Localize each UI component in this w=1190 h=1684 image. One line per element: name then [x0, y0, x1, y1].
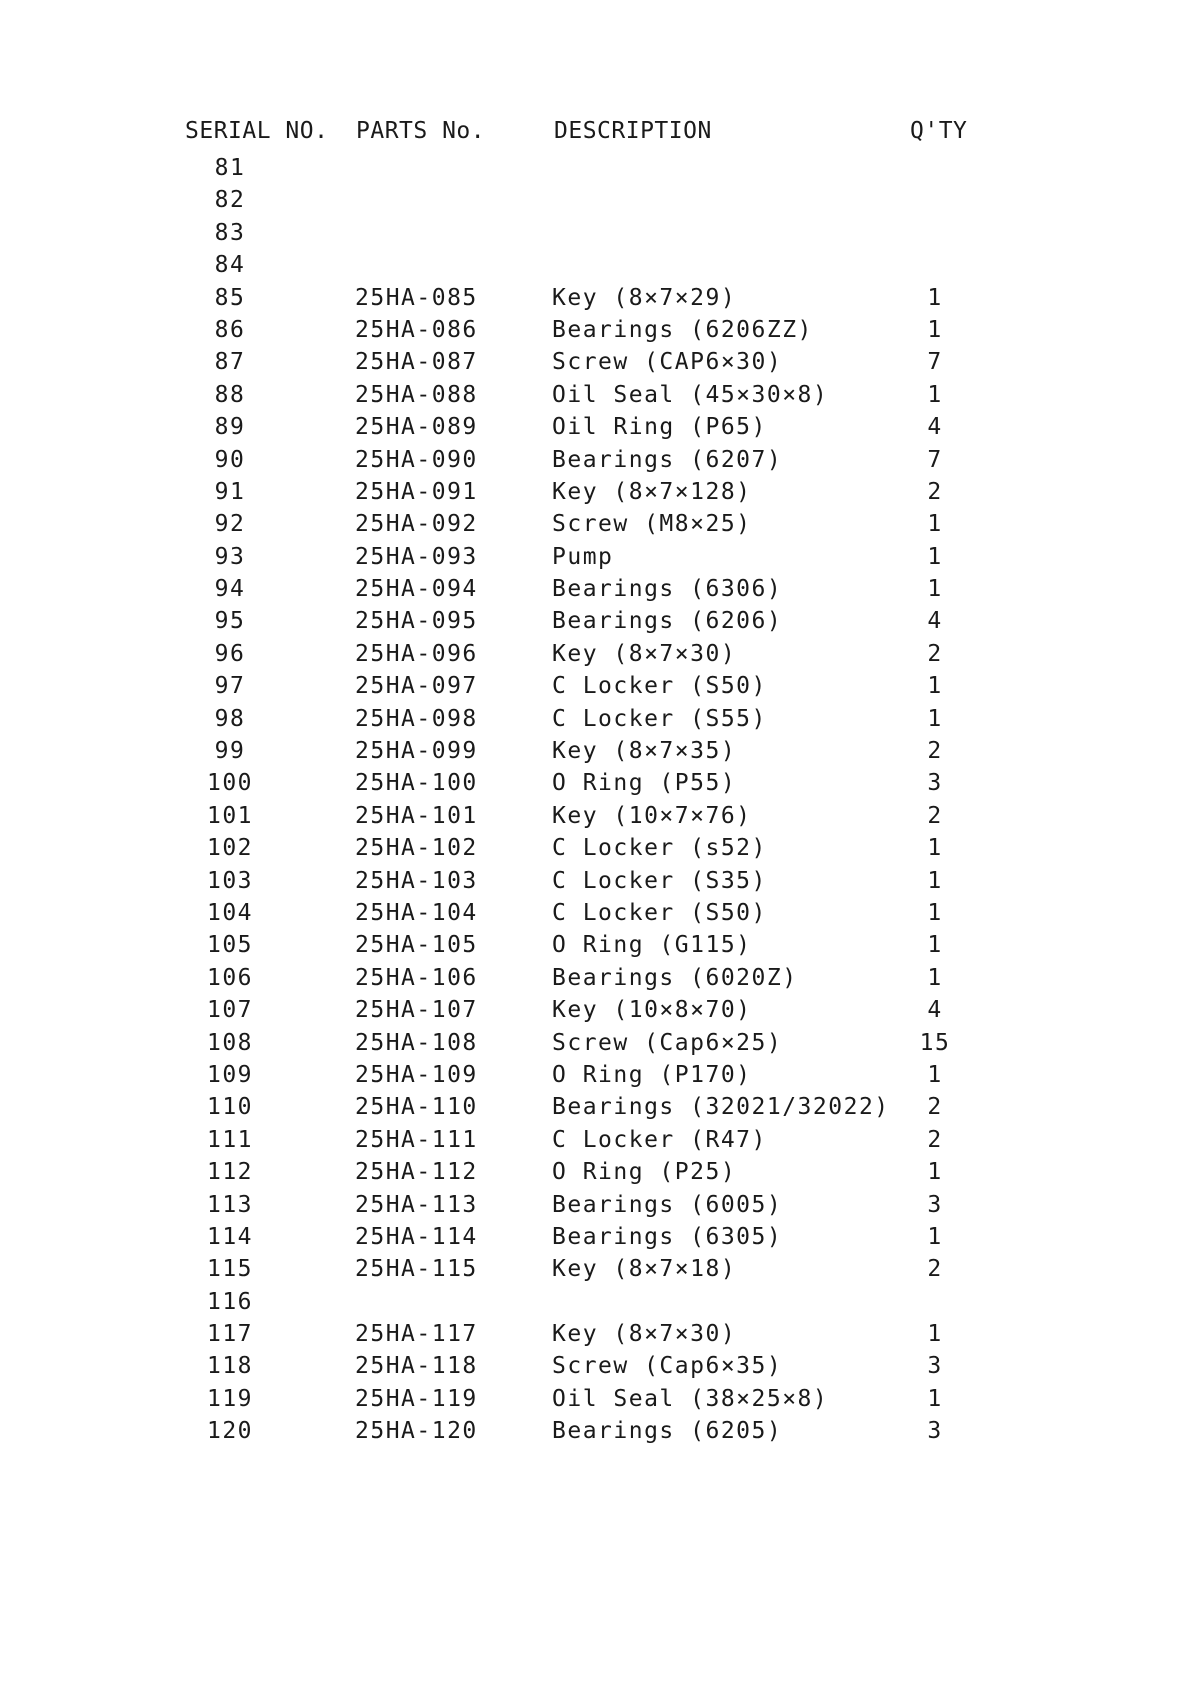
description-cell: O Ring (P55) — [552, 770, 737, 797]
qty-cell: 2 — [927, 738, 943, 765]
qty-cell: 1 — [927, 835, 943, 862]
qty-cell: 3 — [927, 1418, 943, 1445]
serial-cell: 110 — [206, 1094, 254, 1121]
parts-no-cell: 25HA-096 — [355, 640, 478, 667]
qty-cell: 2 — [927, 640, 943, 667]
parts-no-cell: 25HA-086 — [355, 316, 478, 343]
qty-cell: 4 — [927, 414, 943, 441]
description-cell: Bearings (6020Z) — [552, 964, 798, 991]
table-row — [0, 1416, 1190, 1448]
table-row — [0, 509, 1190, 541]
header-serial-no: SERIAL NO. — [185, 118, 329, 144]
description-cell: Screw (CAP6×30) — [552, 349, 783, 376]
serial-cell: 83 — [214, 219, 246, 246]
serial-cell: 94 — [214, 576, 246, 603]
table-row — [0, 1254, 1190, 1286]
table-row — [0, 542, 1190, 574]
qty-cell: 1 — [927, 1223, 943, 1250]
description-cell: Key (8×7×30) — [552, 1321, 737, 1348]
description-cell: Bearings (6206ZZ) — [552, 316, 813, 343]
parts-no-cell: 25HA-103 — [355, 867, 478, 894]
parts-no-cell: 25HA-106 — [355, 964, 478, 991]
header-qty: Q'TY — [910, 118, 968, 144]
table-row — [0, 963, 1190, 995]
qty-cell: 1 — [927, 576, 943, 603]
description-cell: Screw (M8×25) — [552, 511, 752, 538]
description-cell: Key (8×7×18) — [552, 1256, 737, 1283]
qty-cell: 1 — [927, 1159, 943, 1186]
qty-cell: 15 — [919, 1029, 951, 1056]
qty-cell: 7 — [927, 349, 943, 376]
description-cell: Key (8×7×128) — [552, 478, 752, 505]
serial-cell: 101 — [206, 802, 254, 829]
serial-cell: 115 — [206, 1256, 254, 1283]
serial-cell: 90 — [214, 446, 246, 473]
description-cell: C Locker (S50) — [552, 673, 767, 700]
description-cell: Oil Seal (45×30×8) — [552, 381, 829, 408]
parts-no-cell: 25HA-101 — [355, 802, 478, 829]
serial-cell: 87 — [214, 349, 246, 376]
table-row — [0, 477, 1190, 509]
serial-cell: 91 — [214, 478, 246, 505]
qty-cell: 3 — [927, 1191, 943, 1218]
serial-cell: 88 — [214, 381, 246, 408]
description-cell: C Locker (R47) — [552, 1126, 767, 1153]
description-cell: C Locker (S55) — [552, 705, 767, 732]
qty-cell: 2 — [927, 1256, 943, 1283]
description-cell: Bearings (6306) — [552, 576, 783, 603]
description-cell: Pump — [552, 543, 614, 570]
parts-no-cell: 25HA-094 — [355, 576, 478, 603]
description-cell: Bearings (6305) — [552, 1223, 783, 1250]
table-row — [0, 736, 1190, 768]
serial-cell: 89 — [214, 414, 246, 441]
description-cell: O Ring (G115) — [552, 932, 752, 959]
qty-cell: 3 — [927, 770, 943, 797]
serial-cell: 117 — [206, 1321, 254, 1348]
description-cell: Bearings (6207) — [552, 446, 783, 473]
parts-no-cell: 25HA-120 — [355, 1418, 478, 1445]
table-row — [0, 801, 1190, 833]
serial-cell: 86 — [214, 316, 246, 343]
parts-no-cell: 25HA-107 — [355, 997, 478, 1024]
table-row — [0, 671, 1190, 703]
table-row — [0, 1125, 1190, 1157]
serial-cell: 112 — [206, 1159, 254, 1186]
qty-cell: 1 — [927, 1385, 943, 1412]
parts-no-cell: 25HA-113 — [355, 1191, 478, 1218]
table-row — [0, 185, 1190, 217]
serial-cell: 93 — [214, 543, 246, 570]
serial-cell: 107 — [206, 997, 254, 1024]
serial-cell: 108 — [206, 1029, 254, 1056]
table-row — [0, 250, 1190, 282]
description-cell: Key (10×8×70) — [552, 997, 752, 1024]
description-cell: Key (8×7×29) — [552, 284, 737, 311]
qty-cell: 1 — [927, 705, 943, 732]
serial-cell: 100 — [206, 770, 254, 797]
description-cell: Oil Ring (P65) — [552, 414, 767, 441]
qty-cell: 2 — [927, 802, 943, 829]
serial-cell: 111 — [206, 1126, 254, 1153]
serial-cell: 95 — [214, 608, 246, 635]
table-row — [0, 1092, 1190, 1124]
table-row — [0, 283, 1190, 315]
table-row — [0, 606, 1190, 638]
table-row — [0, 1319, 1190, 1351]
parts-no-cell: 25HA-088 — [355, 381, 478, 408]
qty-cell: 1 — [927, 381, 943, 408]
table-row — [0, 445, 1190, 477]
description-cell: Screw (Cap6×35) — [552, 1353, 783, 1380]
table-row — [0, 380, 1190, 412]
serial-cell: 103 — [206, 867, 254, 894]
description-cell: Oil Seal (38×25×8) — [552, 1385, 829, 1412]
parts-no-cell: 25HA-117 — [355, 1321, 478, 1348]
serial-cell: 104 — [206, 899, 254, 926]
table-row — [0, 347, 1190, 379]
serial-cell: 106 — [206, 964, 254, 991]
description-cell: C Locker (S35) — [552, 867, 767, 894]
parts-no-cell: 25HA-118 — [355, 1353, 478, 1380]
serial-cell: 84 — [214, 252, 246, 279]
qty-cell: 4 — [927, 608, 943, 635]
table-row — [0, 866, 1190, 898]
serial-cell: 98 — [214, 705, 246, 732]
table-row — [0, 1060, 1190, 1092]
parts-no-cell: 25HA-112 — [355, 1159, 478, 1186]
parts-no-cell: 25HA-105 — [355, 932, 478, 959]
parts-no-cell: 25HA-089 — [355, 414, 478, 441]
serial-cell: 92 — [214, 511, 246, 538]
qty-cell: 1 — [927, 543, 943, 570]
header-parts-no: PARTS No. — [356, 118, 486, 144]
parts-no-cell: 25HA-109 — [355, 1061, 478, 1088]
description-cell: C Locker (s52) — [552, 835, 767, 862]
qty-cell: 1 — [927, 899, 943, 926]
parts-no-cell: 25HA-111 — [355, 1126, 478, 1153]
parts-no-cell: 25HA-085 — [355, 284, 478, 311]
parts-no-cell: 25HA-087 — [355, 349, 478, 376]
parts-no-cell: 25HA-114 — [355, 1223, 478, 1250]
parts-no-cell: 25HA-092 — [355, 511, 478, 538]
table-header — [0, 118, 1190, 150]
parts-no-cell: 25HA-110 — [355, 1094, 478, 1121]
parts-no-cell: 25HA-095 — [355, 608, 478, 635]
qty-cell: 1 — [927, 673, 943, 700]
table-row — [0, 412, 1190, 444]
parts-no-cell: 25HA-098 — [355, 705, 478, 732]
serial-cell: 118 — [206, 1353, 254, 1380]
description-cell: Bearings (6206) — [552, 608, 783, 635]
description-cell: Key (10×7×76) — [552, 802, 752, 829]
qty-cell: 1 — [927, 867, 943, 894]
qty-cell: 1 — [927, 1061, 943, 1088]
serial-cell: 82 — [214, 187, 246, 214]
table-row — [0, 1287, 1190, 1319]
qty-cell: 1 — [927, 316, 943, 343]
parts-no-cell: 25HA-104 — [355, 899, 478, 926]
serial-cell: 119 — [206, 1385, 254, 1412]
serial-cell: 105 — [206, 932, 254, 959]
qty-cell: 1 — [927, 1321, 943, 1348]
parts-no-cell: 25HA-102 — [355, 835, 478, 862]
qty-cell: 1 — [927, 932, 943, 959]
qty-cell: 1 — [927, 511, 943, 538]
qty-cell: 3 — [927, 1353, 943, 1380]
table-row — [0, 218, 1190, 250]
serial-cell: 113 — [206, 1191, 254, 1218]
header-description: DESCRIPTION — [554, 118, 712, 144]
parts-no-cell: 25HA-108 — [355, 1029, 478, 1056]
qty-cell: 2 — [927, 478, 943, 505]
table-row — [0, 995, 1190, 1027]
qty-cell: 2 — [927, 1126, 943, 1153]
qty-cell: 4 — [927, 997, 943, 1024]
table-row — [0, 1190, 1190, 1222]
serial-cell: 96 — [214, 640, 246, 667]
table-row — [0, 1351, 1190, 1383]
table-row — [0, 768, 1190, 800]
description-cell: O Ring (P170) — [552, 1061, 752, 1088]
parts-no-cell: 25HA-090 — [355, 446, 478, 473]
table-row — [0, 315, 1190, 347]
table-row — [0, 639, 1190, 671]
table-row — [0, 898, 1190, 930]
description-cell: O Ring (P25) — [552, 1159, 737, 1186]
serial-cell: 81 — [214, 155, 246, 181]
table-row — [0, 1222, 1190, 1254]
table-row — [0, 1157, 1190, 1189]
description-cell: Bearings (6205) — [552, 1418, 783, 1445]
parts-no-cell: 25HA-093 — [355, 543, 478, 570]
serial-cell: 116 — [206, 1288, 254, 1315]
parts-no-cell: 25HA-100 — [355, 770, 478, 797]
parts-no-cell: 25HA-097 — [355, 673, 478, 700]
serial-cell: 109 — [206, 1061, 254, 1088]
parts-no-cell: 25HA-119 — [355, 1385, 478, 1412]
serial-cell: 120 — [206, 1418, 254, 1445]
parts-no-cell: 25HA-099 — [355, 738, 478, 765]
description-cell: Key (8×7×30) — [552, 640, 737, 667]
table-row — [0, 930, 1190, 962]
description-cell: Screw (Cap6×25) — [552, 1029, 783, 1056]
table-row — [0, 153, 1190, 185]
qty-cell: 1 — [927, 284, 943, 311]
serial-cell: 99 — [214, 738, 246, 765]
qty-cell: 1 — [927, 964, 943, 991]
description-cell: Bearings (32021/32022) — [552, 1094, 890, 1121]
table-row — [0, 1384, 1190, 1416]
table-row — [0, 1028, 1190, 1060]
table-row — [0, 704, 1190, 736]
serial-cell: 85 — [214, 284, 246, 311]
qty-cell: 7 — [927, 446, 943, 473]
description-cell: Bearings (6005) — [552, 1191, 783, 1218]
table-row — [0, 833, 1190, 865]
description-cell: Key (8×7×35) — [552, 738, 737, 765]
qty-cell: 2 — [927, 1094, 943, 1121]
parts-table-body — [0, 153, 1190, 1449]
serial-cell: 102 — [206, 835, 254, 862]
table-row — [0, 574, 1190, 606]
parts-no-cell: 25HA-091 — [355, 478, 478, 505]
serial-cell: 97 — [214, 673, 246, 700]
serial-cell: 114 — [206, 1223, 254, 1250]
parts-no-cell: 25HA-115 — [355, 1256, 478, 1283]
description-cell: C Locker (S50) — [552, 899, 767, 926]
